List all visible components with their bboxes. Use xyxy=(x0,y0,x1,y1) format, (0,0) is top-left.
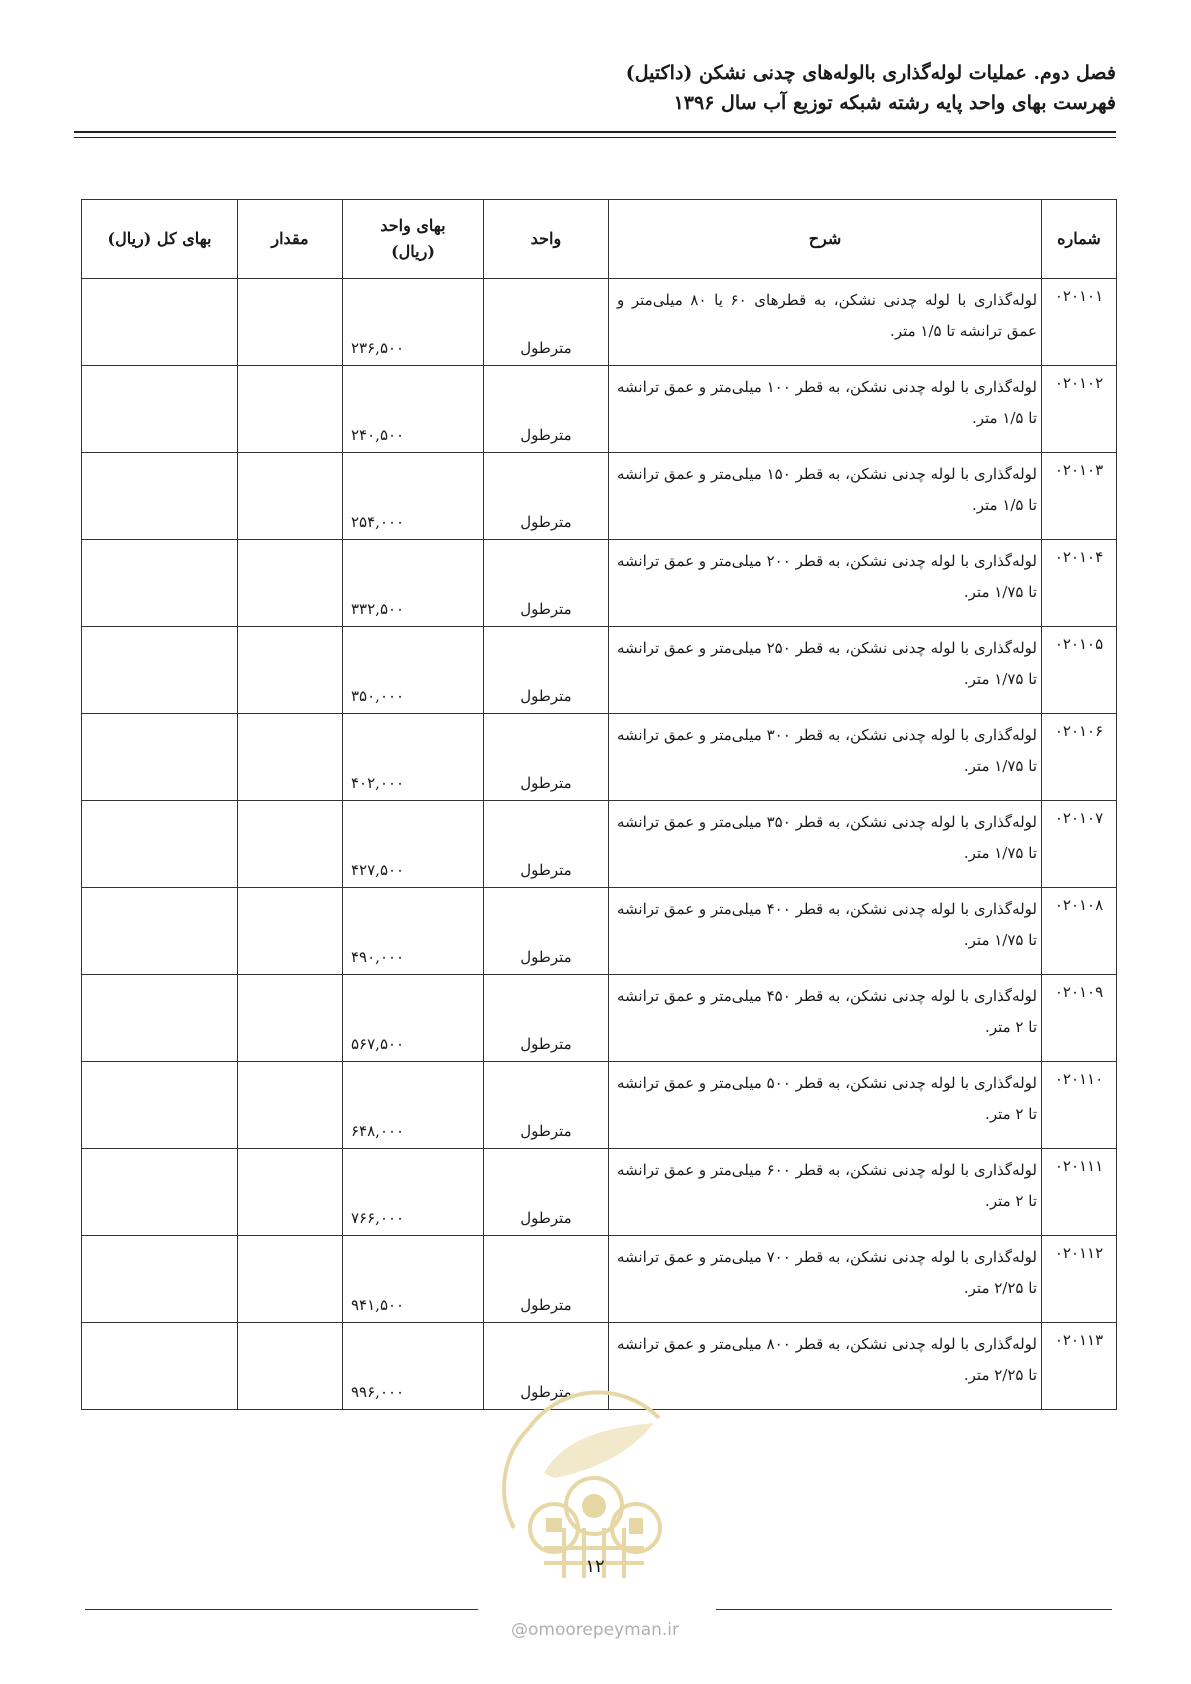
table-row xyxy=(82,453,1117,540)
item-quantity-cell xyxy=(238,1323,343,1410)
footer-rule-left xyxy=(85,1609,478,1610)
item-number-cell: ۰۲۰۱۰۱ xyxy=(1042,279,1117,366)
item-quantity-cell xyxy=(238,366,343,453)
price-list-title: فهرست بهای واحد پایه رشته شبکه توزیع آب سال ۱۳۹۶ xyxy=(673,92,1116,114)
table-row xyxy=(82,801,1117,888)
item-unit-price-cell: ۴۲۷,۵۰۰ xyxy=(343,801,484,888)
item-description-cell: لوله‌گذاری با لوله چدنی نشکن، به قطر ۱۵۰ میلی‌متر و عمق ترانشه تا ۱/۵ متر. xyxy=(609,453,1042,540)
item-description-cell: لوله‌گذاری با لوله چدنی نشکن، به قطر ۱۰۰ میلی‌متر و عمق ترانشه تا ۱/۵ متر. xyxy=(609,366,1042,453)
item-total-price-cell xyxy=(82,366,238,453)
item-unit-price-cell: ۷۶۶,۰۰۰ xyxy=(343,1149,484,1236)
item-total-price-cell xyxy=(82,453,238,540)
item-unit-cell: مترطول xyxy=(484,888,609,975)
table-row xyxy=(82,1236,1117,1323)
item-description-cell: لوله‌گذاری با لوله چدنی نشکن، به قطرهای ۶۰ یا ۸۰ میلی‌متر و عمق ترانشه تا ۱/۵ متر. xyxy=(609,279,1042,366)
item-unit-price-cell: ۲۳۶,۵۰۰ xyxy=(343,279,484,366)
item-unit-cell: مترطول xyxy=(484,975,609,1062)
item-unit-price-cell: ۵۶۷,۵۰۰ xyxy=(343,975,484,1062)
item-description-cell: لوله‌گذاری با لوله چدنی نشکن، به قطر ۴۰۰ میلی‌متر و عمق ترانشه تا ۱/۷۵ متر. xyxy=(609,888,1042,975)
col-header-total-price: بهای کل (ریال) xyxy=(82,200,238,279)
item-quantity-cell xyxy=(238,279,343,366)
item-quantity-cell xyxy=(238,1236,343,1323)
table-row xyxy=(82,366,1117,453)
item-total-price-cell xyxy=(82,801,238,888)
item-number-cell: ۰۲۰۱۰۳ xyxy=(1042,453,1117,540)
item-total-price-cell xyxy=(82,975,238,1062)
table-row xyxy=(82,1062,1117,1149)
header-rule-thick xyxy=(74,131,1116,133)
item-number-cell: ۰۲۰۱۱۰ xyxy=(1042,1062,1117,1149)
item-unit-cell: مترطول xyxy=(484,627,609,714)
item-number-cell: ۰۲۰۱۰۹ xyxy=(1042,975,1117,1062)
table-row xyxy=(82,627,1117,714)
item-quantity-cell xyxy=(238,453,343,540)
item-unit-cell: مترطول xyxy=(484,540,609,627)
header-rule-thin xyxy=(74,137,1116,138)
item-total-price-cell xyxy=(82,279,238,366)
item-unit-price-cell: ۴۹۰,۰۰۰ xyxy=(343,888,484,975)
item-description-cell: لوله‌گذاری با لوله چدنی نشکن، به قطر ۶۰۰ میلی‌متر و عمق ترانشه تا ۲ متر. xyxy=(609,1149,1042,1236)
footer-rule-right xyxy=(716,1609,1112,1610)
item-total-price-cell xyxy=(82,1062,238,1149)
item-number-cell: ۰۲۰۱۰۷ xyxy=(1042,801,1117,888)
item-quantity-cell xyxy=(238,540,343,627)
item-number-cell: ۰۲۰۱۰۵ xyxy=(1042,627,1117,714)
item-quantity-cell xyxy=(238,975,343,1062)
table-header-row xyxy=(82,200,1117,279)
item-unit-cell: مترطول xyxy=(484,801,609,888)
item-description-cell: لوله‌گذاری با لوله چدنی نشکن، به قطر ۸۰۰ میلی‌متر و عمق ترانشه تا ۲/۲۵ متر. xyxy=(609,1323,1042,1410)
item-total-price-cell xyxy=(82,1236,238,1323)
item-total-price-cell xyxy=(82,888,238,975)
item-total-price-cell xyxy=(82,714,238,801)
item-description-cell: لوله‌گذاری با لوله چدنی نشکن، به قطر ۵۰۰ میلی‌متر و عمق ترانشه تا ۲ متر. xyxy=(609,1062,1042,1149)
item-quantity-cell xyxy=(238,627,343,714)
table-row xyxy=(82,1149,1117,1236)
item-unit-cell: مترطول xyxy=(484,1323,609,1410)
item-unit-cell: مترطول xyxy=(484,1236,609,1323)
item-total-price-cell xyxy=(82,1149,238,1236)
item-unit-price-cell: ۹۹۶,۰۰۰ xyxy=(343,1323,484,1410)
table-body xyxy=(82,279,1117,1410)
item-unit-price-cell: ۲۴۰,۵۰۰ xyxy=(343,366,484,453)
item-quantity-cell xyxy=(238,1149,343,1236)
page-header xyxy=(74,58,1116,118)
item-description-cell: لوله‌گذاری با لوله چدنی نشکن، به قطر ۷۰۰ میلی‌متر و عمق ترانشه تا ۲/۲۵ متر. xyxy=(609,1236,1042,1323)
item-unit-cell: مترطول xyxy=(484,714,609,801)
item-unit-cell: مترطول xyxy=(484,366,609,453)
item-unit-price-cell: ۶۴۸,۰۰۰ xyxy=(343,1062,484,1149)
page-number: ۱۲ xyxy=(585,1556,605,1577)
item-number-cell: ۰۲۰۱۰۸ xyxy=(1042,888,1117,975)
table-row xyxy=(82,975,1117,1062)
item-unit-cell: مترطول xyxy=(484,453,609,540)
item-total-price-cell xyxy=(82,627,238,714)
table-row xyxy=(82,540,1117,627)
chapter-title: فصل دوم. عملیات لوله‌گذاری بالوله‌های چدنی نشکن (داکتیل) xyxy=(625,62,1116,84)
item-unit-cell: مترطول xyxy=(484,1062,609,1149)
item-description-cell: لوله‌گذاری با لوله چدنی نشکن، به قطر ۴۵۰ میلی‌متر و عمق ترانشه تا ۲ متر. xyxy=(609,975,1042,1062)
item-number-cell: ۰۲۰۱۱۲ xyxy=(1042,1236,1117,1323)
col-header-unit: واحد xyxy=(484,200,609,279)
item-quantity-cell xyxy=(238,1062,343,1149)
item-unit-price-cell: ۳۵۰,۰۰۰ xyxy=(343,627,484,714)
item-unit-price-cell: ۳۳۲,۵۰۰ xyxy=(343,540,484,627)
item-quantity-cell xyxy=(238,714,343,801)
col-header-unit-price-currency: (ریال) xyxy=(391,242,435,261)
price-table xyxy=(81,199,1117,1410)
col-header-unit-price xyxy=(343,200,484,279)
col-header-number: شماره xyxy=(1042,200,1117,279)
watermark-link: @omoorepeyman.ir xyxy=(510,1620,680,1640)
table-row xyxy=(82,888,1117,975)
col-header-unit-price-label: بهای واحد xyxy=(380,216,446,235)
table-row xyxy=(82,714,1117,801)
item-number-cell: ۰۲۰۱۱۱ xyxy=(1042,1149,1117,1236)
item-description-cell: لوله‌گذاری با لوله چدنی نشکن، به قطر ۲۰۰ میلی‌متر و عمق ترانشه تا ۱/۷۵ متر. xyxy=(609,540,1042,627)
item-description-cell: لوله‌گذاری با لوله چدنی نشکن، به قطر ۲۵۰ میلی‌متر و عمق ترانشه تا ۱/۷۵ متر. xyxy=(609,627,1042,714)
item-unit-cell: مترطول xyxy=(484,279,609,366)
item-unit-price-cell: ۹۴۱,۵۰۰ xyxy=(343,1236,484,1323)
item-quantity-cell xyxy=(238,888,343,975)
item-unit-cell: مترطول xyxy=(484,1149,609,1236)
item-number-cell: ۰۲۰۱۰۲ xyxy=(1042,366,1117,453)
col-header-quantity: مقدار xyxy=(238,200,343,279)
item-description-cell: لوله‌گذاری با لوله چدنی نشکن، به قطر ۳۰۰ میلی‌متر و عمق ترانشه تا ۱/۷۵ متر. xyxy=(609,714,1042,801)
item-unit-price-cell: ۲۵۴,۰۰۰ xyxy=(343,453,484,540)
item-unit-price-cell: ۴۰۲,۰۰۰ xyxy=(343,714,484,801)
item-total-price-cell xyxy=(82,540,238,627)
item-quantity-cell xyxy=(238,801,343,888)
col-header-description: شرح xyxy=(609,200,1042,279)
item-number-cell: ۰۲۰۱۰۴ xyxy=(1042,540,1117,627)
item-total-price-cell xyxy=(82,1323,238,1410)
item-description-cell: لوله‌گذاری با لوله چدنی نشکن، به قطر ۳۵۰ میلی‌متر و عمق ترانشه تا ۱/۷۵ متر. xyxy=(609,801,1042,888)
item-number-cell: ۰۲۰۱۱۳ xyxy=(1042,1323,1117,1410)
item-number-cell: ۰۲۰۱۰۶ xyxy=(1042,714,1117,801)
table-row xyxy=(82,279,1117,366)
omoorepeyman-seal-logo xyxy=(484,1378,704,1578)
